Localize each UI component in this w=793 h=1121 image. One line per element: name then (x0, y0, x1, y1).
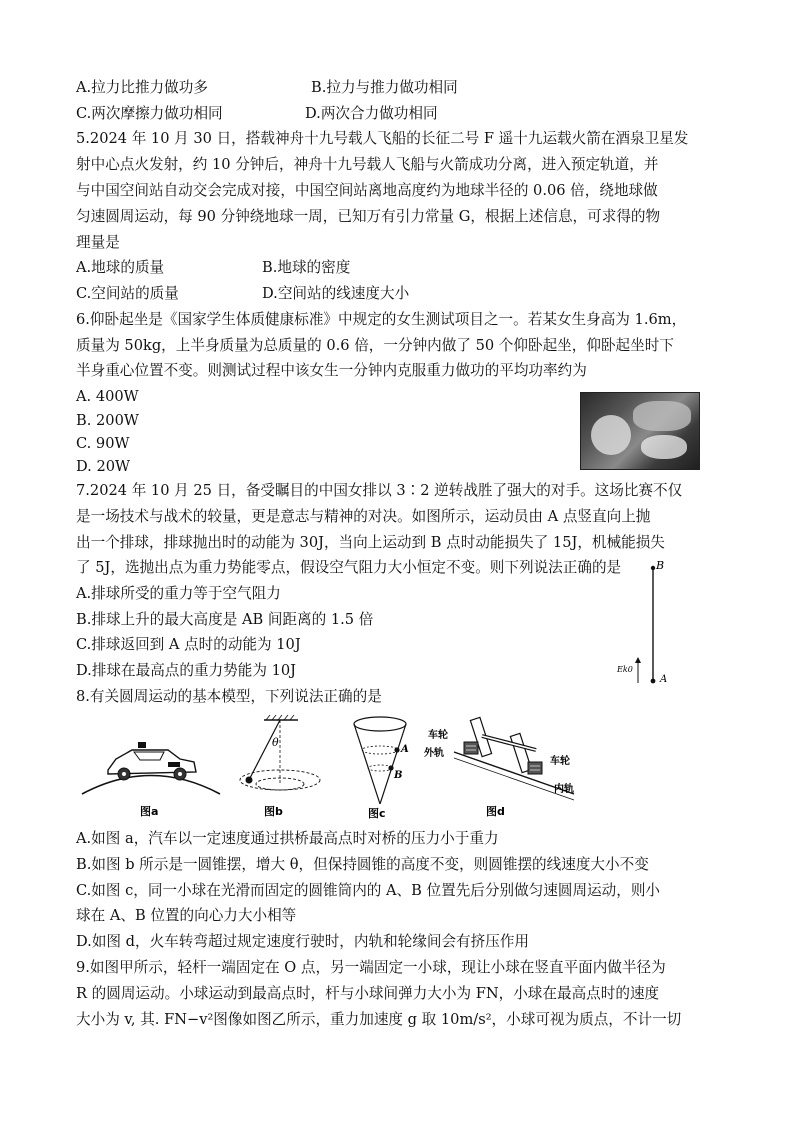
q5-stem-line-3: 与中国空间站自动交会完成对接，中国空间站离地高度约为地球半径的 0.06 倍，绕地球做 (76, 182, 658, 199)
q8-option-a: A.如图 a，汽车以一定速度通过拱桥最高点时对桥的压力小于重力 (76, 830, 499, 847)
q7-figure (615, 555, 675, 690)
q4-option-d: D.两次合力做功相同 (305, 105, 438, 122)
q8-figure-d (424, 712, 600, 822)
q6-option-a: A. 400W (76, 388, 139, 405)
q6-stem-line-3: 半身重心位置不变。则测试过程中该女生一分钟内克服重力做功的平均功率约为 (76, 362, 587, 379)
q5-option-b: B.地球的密度 (262, 259, 351, 276)
q7-label-ek: Ek0 (617, 665, 633, 674)
q8-caption-d: 图d (486, 805, 505, 818)
q9-stem-line-3: 大小为 v, 其. FN−v²图像如图乙所示，重力加速度 g 取 10m/s²，小球可视为质点，不计一切 (76, 1011, 682, 1028)
q8-figure-b (228, 712, 328, 822)
q6-stem-line-2: 质量为 50kg，上半身质量为总质量的 0.6 倍，一分钟内做了 50 个仰卧起坐，仰卧起坐时下 (76, 337, 674, 354)
q6-option-b: B. 200W (76, 412, 139, 429)
q8-option-b: B.如图 b 所示是一圆锥摆，增大 θ，但保持圆锥的高度不变，则圆锥摆的线速度大小不变 (76, 856, 649, 873)
q7-label-b: B (656, 559, 665, 572)
q8-theta-label: θ (272, 736, 279, 749)
q8-caption-c: 图c (368, 807, 386, 820)
q7-stem-line-4: 了 5J，选抛出点为重力势能零点，假设空气阻力大小恒定不变。则下列说法正确的是 (76, 559, 622, 576)
q8-caption-b: 图b (264, 805, 283, 818)
q8-label-wheel-left: 车轮 (428, 730, 448, 741)
q9-stem-line-1: 9.如图甲所示，轻杆一端固定在 O 点，另一端固定一小球，现让小球在竖直平面内做半径为 (76, 959, 666, 976)
q7-label-a: A (660, 674, 668, 685)
q5-option-a: A.地球的质量 (76, 259, 165, 276)
q5-stem-line-5: 理量是 (76, 234, 120, 251)
q7-option-c: C.排球返回到 A 点时的动能为 10J (76, 636, 301, 653)
q8-stem: 8.有关圆周运动的基本模型，下列说法正确的是 (76, 688, 382, 705)
q6-stem-line-1: 6.仰卧起坐是《国家学生体质健康标准》中规定的女生测试项目之一。若某女生身高为 1.6m， (76, 311, 687, 328)
q6-option-c: C. 90W (76, 435, 130, 452)
q8-label-outer-rail: 外轨 (424, 748, 444, 759)
q7-stem-line-3: 出一个排球，排球抛出时的动能为 30J，当向上运动到 B 点时动能损失了 15J，机械能损失 (76, 534, 665, 551)
q8-option-c-line-1: C.如图 c，同一小球在光滑而固定的圆锥筒内的 A、B 位置先后分别做匀速圆周运动，则小 (76, 882, 661, 899)
q9-stem-line-2: R 的圆周运动。小球运动到最高点时，杆与小球间弹力大小为 FN，小球在最高点时的速度 (76, 985, 660, 1002)
q5-stem-line-4: 匀速圆周运动，每 90 分钟绕地球一周，已知万有引力常量 G，根据上述信息，可求得的物 (76, 208, 661, 225)
q8-caption-a: 图a (140, 805, 159, 818)
q7-option-b: B.排球上升的最大高度是 AB 间距离的 1.5 倍 (76, 611, 374, 628)
q4-option-a: A.拉力比推力做功多 (76, 79, 208, 96)
q7-stem-line-2: 是一场技术与战术的较量，更是意志与精神的对决。如图所示，运动员由 A 点竖直向上抛 (76, 508, 651, 525)
q5-option-c: C.空间站的质量 (76, 285, 179, 302)
q8-option-d: D.如图 d，火车转弯超过规定速度行驶时，内轨和轮缘间会有挤压作用 (76, 933, 530, 950)
q7-stem-line-1: 7.2024 年 10 月 25 日，备受瞩目的中国女排以 3∶2 逆转战胜了强大的对手。这场比赛不仅 (76, 482, 683, 499)
q8-label-inner-rail: 内轨 (554, 784, 574, 795)
q6-option-d: D. 20W (76, 458, 131, 475)
q8-label-wheel-right: 车轮 (550, 756, 570, 767)
q8-figure-a (76, 712, 226, 822)
q7-option-a: A.排球所受的重力等于空气阻力 (76, 585, 281, 602)
q8-cone-label-b: B (394, 770, 403, 781)
q4-option-c: C.两次摩擦力做功相同 (76, 105, 223, 122)
q4-option-b: B.拉力与推力做功相同 (311, 79, 458, 96)
q5-option-d: D.空间站的线速度大小 (262, 285, 410, 302)
q8-figure-c (350, 712, 420, 822)
situp-photo (580, 392, 700, 470)
q7-option-d: D.排球在最高点的重力势能为 10J (76, 662, 297, 679)
q8-cone-label-a: A (401, 744, 409, 755)
q8-option-c-line-2: 球在 A、B 位置的向心力大小相等 (76, 907, 297, 924)
q5-stem-line-2: 射中心点火发射，约 10 分钟后，神舟十九号载人飞船与火箭成功分离，进入预定轨道，并 (76, 156, 659, 173)
q5-stem-line-1: 5.2024 年 10 月 30 日，搭载神舟十九号载人飞船的长征二号 F 遥十九运载火箭在酒泉卫星发 (76, 130, 689, 147)
